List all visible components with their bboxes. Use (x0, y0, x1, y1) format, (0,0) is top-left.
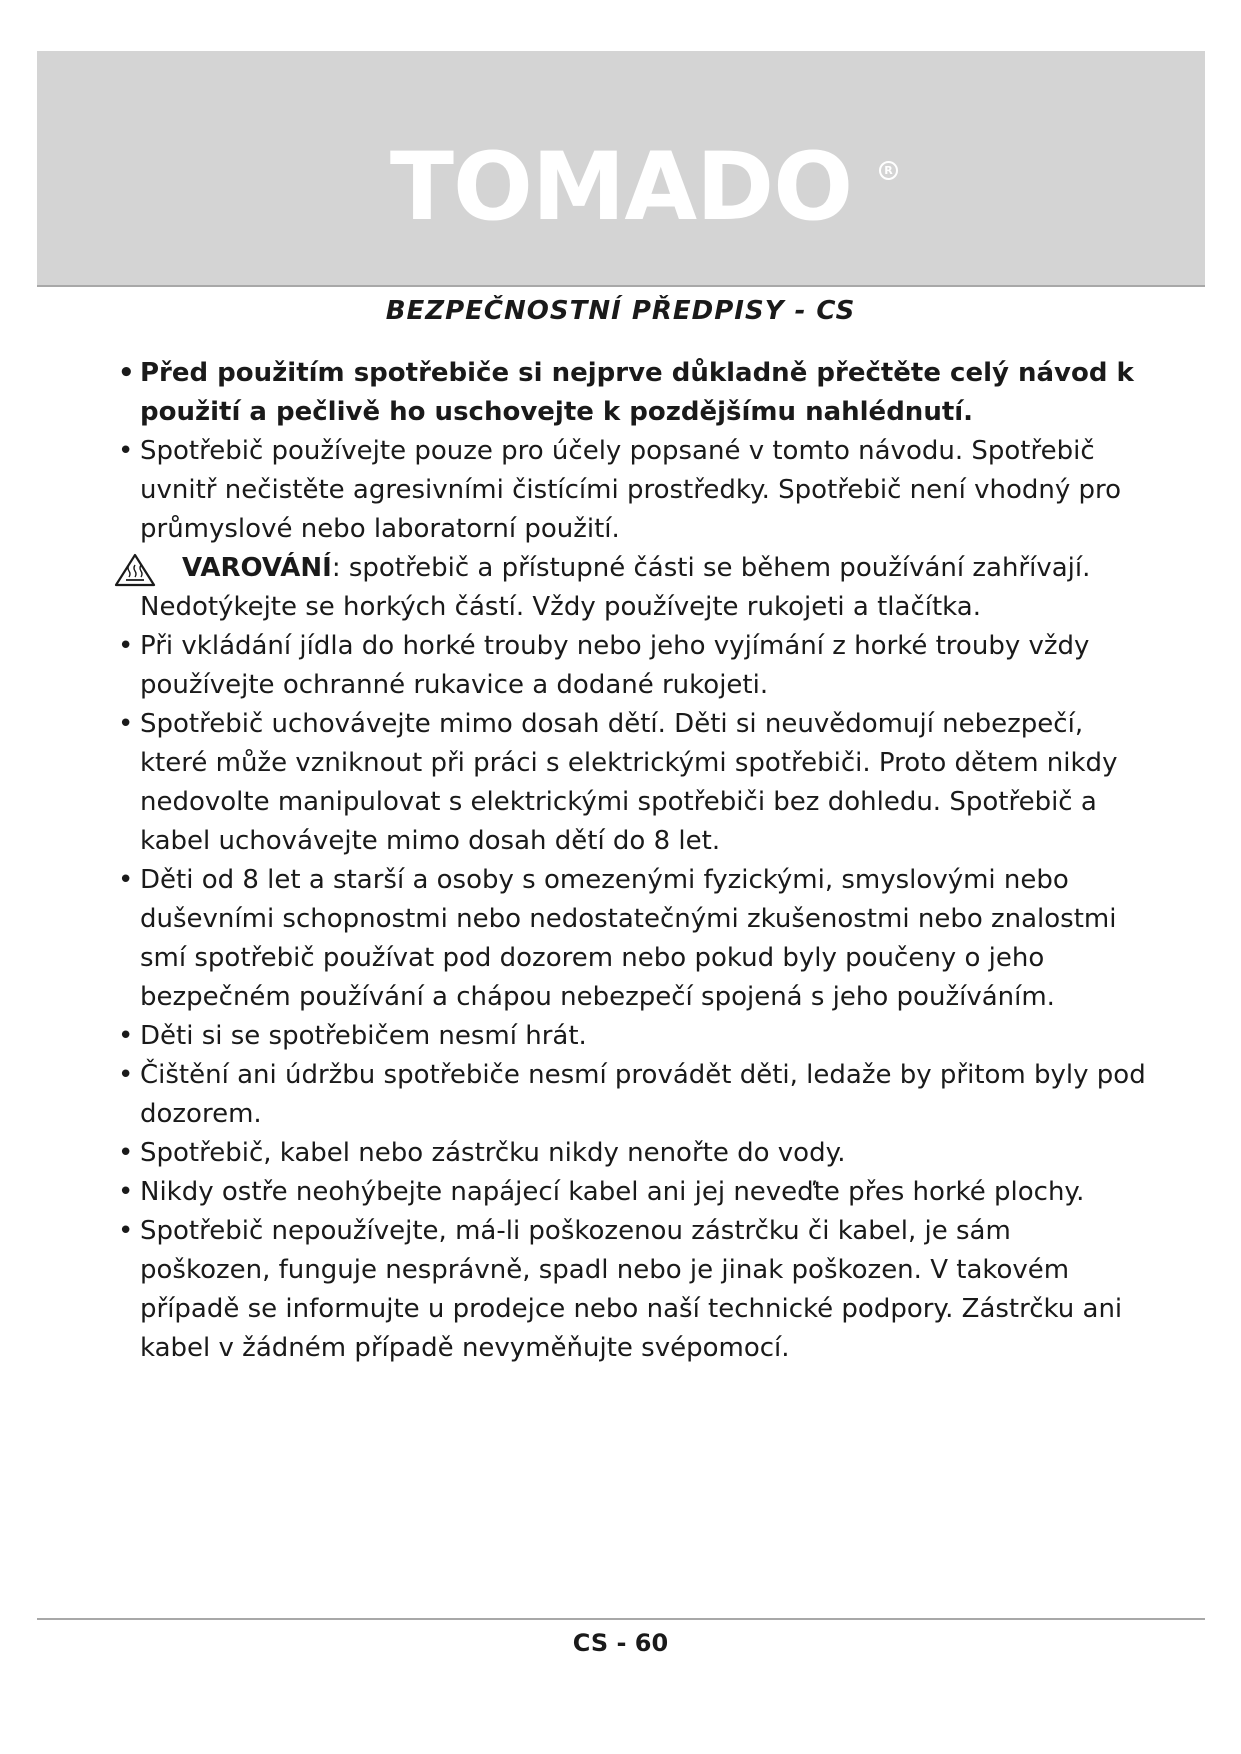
bullet: • (118, 1060, 134, 1090)
list-item (118, 1212, 1148, 1368)
hot-surface-warning-icon (114, 553, 156, 587)
list-item (118, 1173, 1148, 1212)
bullet: • (118, 1138, 134, 1168)
list-item-text: Spotřebič, kabel nebo zástrčku nikdy nenořte do vody. (140, 1138, 846, 1168)
list-item (118, 861, 1148, 1017)
bullet: • (118, 436, 134, 466)
footer-divider (37, 1618, 1205, 1620)
list-item (118, 1017, 1148, 1056)
list-item (118, 627, 1148, 705)
list-item-text: Před použitím spotřebiče si nejprve důkladně přečtěte celý návod k použití a pečlivě ho uschovejte k pozdějšímu nahlédnutí. (140, 358, 1134, 427)
list-item-text: Čištění ani údržbu spotřebiče nesmí provádět děti, ledaže by přitom byly pod dozorem. (140, 1060, 1146, 1129)
list-item-text: Při vkládání jídla do horké trouby nebo jeho vyjímání z horké trouby vždy používejte ochranné rukavice a dodané rukojeti. (140, 631, 1090, 700)
bullet: • (118, 865, 134, 895)
bullet: • (118, 1177, 134, 1207)
page-title: BEZPEČNOSTNÍ PŘEDPISY - CS (385, 296, 856, 326)
list-item (118, 354, 1148, 432)
page-number: CS - 60 (572, 1629, 669, 1657)
list-item-text: Spotřebič uchovávejte mimo dosah dětí. Děti si neuvědomují nebezpečí, které může vzniknout při práci s elektrickými spotřebiči. Proto dětem nikdy nedovolte manipulovat s elektrickými spotřebiči bez dohledu. Spotřebič a kabel uchovávejte mimo dosah dětí do 8 let. (140, 709, 1118, 856)
list-item (118, 432, 1148, 549)
brand-logo: TOMADO (389, 133, 853, 242)
list-item-text: Děti od 8 let a starší a osoby s omezenými fyzickými, smyslovými nebo duševními schopnostmi nebo nedostatečnými zkušenostmi nebo znalostmi smí spotřebič používat pod dozorem nebo pokud byly poučeny o jeho bezpečném používání a chápou nebezpečí spojená s jeho používáním. (140, 865, 1117, 1012)
list-item (118, 705, 1148, 861)
bullet: • (118, 358, 135, 388)
list-item-text: Spotřebič nepoužívejte, má-li poškozenou zástrčku či kabel, je sám poškozen, funguje nesprávně, spadl nebo je jinak poškozen. V takovém případě se informujte u prodejce nebo naší technické podpory. Zástrčku ani kabel v žádném případě nevyměňujte svépomocí. (140, 1216, 1123, 1363)
list-item (118, 1134, 1148, 1173)
warning-label: VAROVÁNÍ (182, 553, 332, 583)
bullet: • (118, 709, 134, 739)
registered-mark-icon: R (879, 161, 898, 180)
bullet: • (118, 631, 134, 661)
list-item-text: Spotřebič používejte pouze pro účely popsané v tomto návodu. Spotřebič uvnitř nečistěte agresivními čistícími prostředky. Spotřebič není vhodný pro průmyslové nebo laboratorní použití. (140, 436, 1122, 544)
safety-list (118, 354, 1148, 1368)
header-banner (37, 51, 1205, 287)
list-item (118, 1056, 1148, 1134)
bullet: • (118, 1021, 134, 1051)
warning-item (118, 549, 1148, 627)
bullet: • (118, 1216, 134, 1246)
list-item-text: Nikdy ostře neohýbejte napájecí kabel ani jej neveďte přes horké plochy. (140, 1177, 1085, 1207)
list-item-text: : spotřebič a přístupné části se během používání zahřívají. Nedotýkejte se horkých částí. Vždy používejte rukojeti a tlačítka. (140, 553, 1091, 622)
list-item-text: Děti si se spotřebičem nesmí hrát. (140, 1021, 587, 1051)
